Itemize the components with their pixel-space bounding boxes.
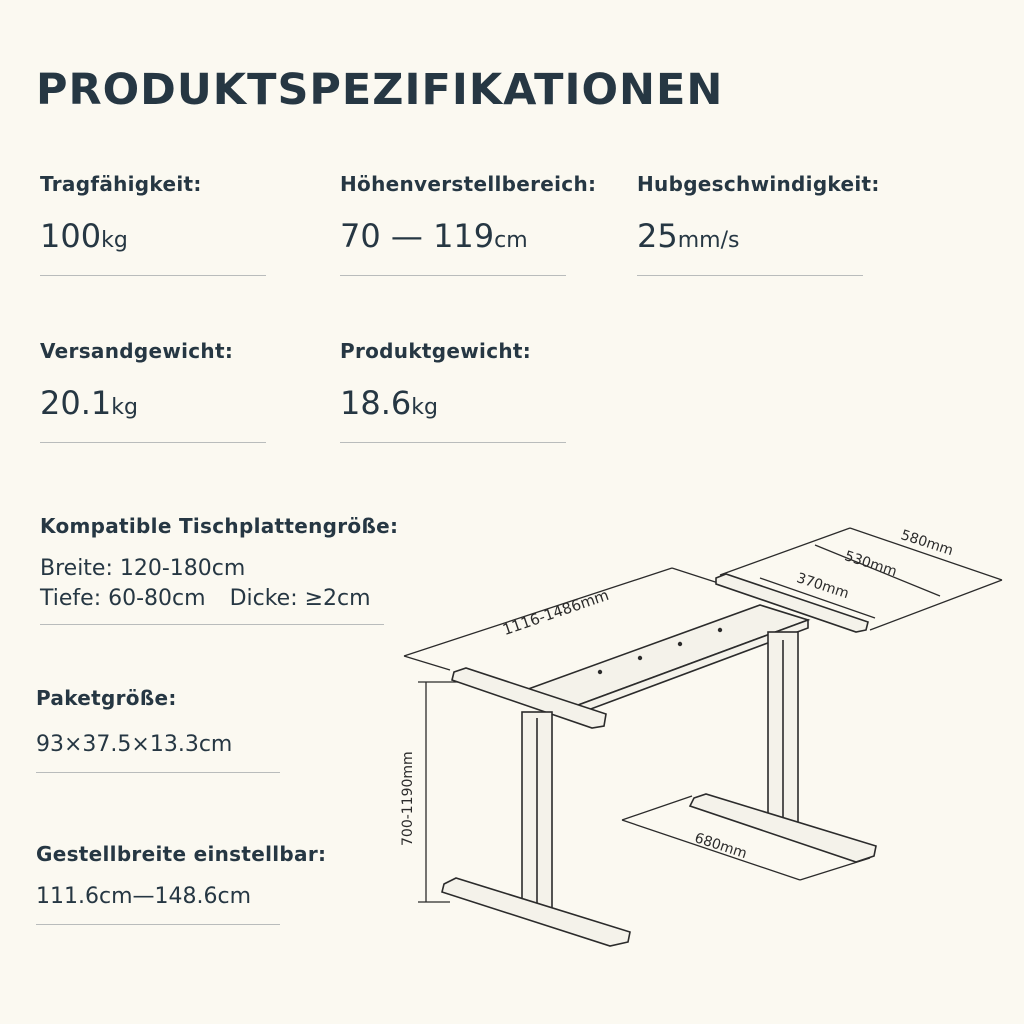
- divider: [40, 442, 266, 443]
- spec-label: Gestellbreite einstellbar:: [36, 842, 327, 866]
- spec-label: Versandgewicht:: [40, 339, 234, 363]
- label-foot: 680mm: [692, 830, 749, 863]
- spec-package-size: [36, 686, 280, 773]
- spec-tabletop-size: [40, 514, 399, 625]
- spec-label: Höhenverstellbereich:: [340, 172, 597, 196]
- spec-value: 111.6cm—148.6cm: [36, 884, 252, 909]
- divider: [36, 924, 280, 925]
- spec-value: 93×37.5×13.3cm: [36, 732, 233, 757]
- spec-load-capacity: [40, 172, 266, 276]
- tabletop-depth-thickness: Tiefe: 60-80cm Dicke: ≥2cm: [40, 586, 371, 611]
- page-title: PRODUKTSPEZIFIKATIONEN: [36, 65, 724, 115]
- divider: [40, 624, 384, 625]
- label-580: 580mm: [898, 527, 956, 560]
- spec-label: Produktgewicht:: [340, 339, 532, 363]
- spec-label: Paketgröße:: [36, 686, 177, 710]
- desk-frame-diagram: [390, 520, 1024, 960]
- spec-label: Tragfähigkeit:: [40, 172, 202, 196]
- spec-value: 70 — 119cm: [340, 217, 528, 255]
- spec-value: 100kg: [40, 217, 128, 255]
- spec-product-weight: [340, 339, 566, 443]
- spec-value: 18.6kg: [340, 384, 438, 422]
- tabletop-width: Breite: 120-180cm: [40, 556, 246, 581]
- divider: [36, 772, 280, 773]
- label-370: 370mm: [794, 570, 851, 603]
- spec-label: Kompatible Tischplattengröße:: [40, 514, 399, 538]
- spec-frame-width: [36, 842, 327, 925]
- spec-value: 20.1kg: [40, 384, 138, 422]
- divider: [40, 275, 266, 276]
- label-height-range: 700-1190mm: [400, 751, 416, 846]
- spec-shipping-weight: [40, 339, 266, 443]
- divider: [637, 275, 863, 276]
- divider: [340, 442, 566, 443]
- label-width-range: 1116-1486mm: [500, 585, 612, 640]
- crossbar: [520, 605, 808, 708]
- spec-height-range: [340, 172, 597, 276]
- spec-value: 25mm/s: [637, 217, 740, 255]
- spec-lift-speed: [637, 172, 880, 276]
- label-530: 530mm: [842, 548, 899, 581]
- spec-label: Hubgeschwindigkeit:: [637, 172, 880, 196]
- divider: [340, 275, 566, 276]
